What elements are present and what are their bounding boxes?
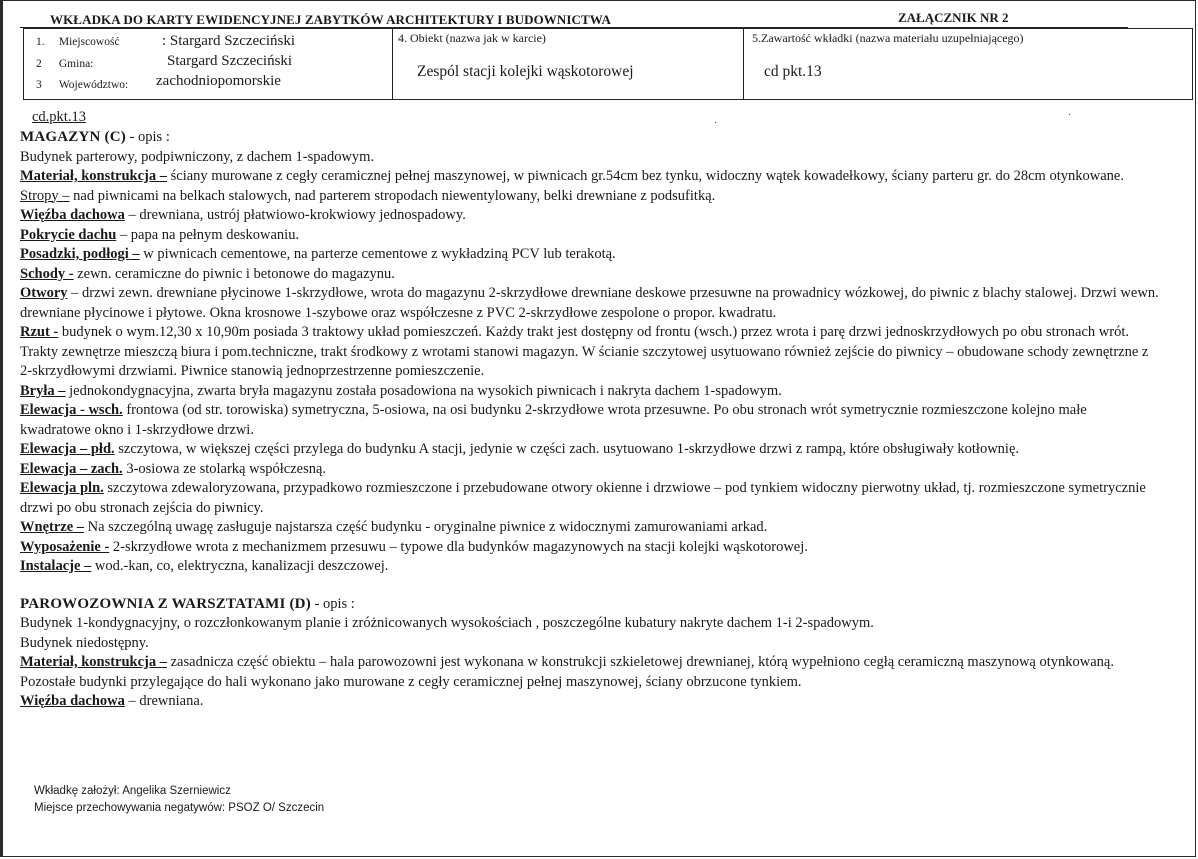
item-text: zewn. ceramiczne do piwnic i betonowe do magazynu. <box>73 265 395 282</box>
item-text: – drewniana. <box>124 693 204 709</box>
item-text: 2-skrzydłowe wrota z mechanizmem przesuwu – typowe dla budynków magazynowych na stacji kolejki wąskotorowej. <box>109 538 808 555</box>
item-label: Wnętrze – <box>20 519 85 535</box>
item-text: nad piwnicami na belkach stalowych, nad parterem stropodach niewentylowany, belki drewniane z podsufitką. <box>69 187 716 204</box>
parowozownia-heading <box>20 595 1160 615</box>
magazyn-item <box>20 187 1160 207</box>
magazyn-item <box>20 245 1160 265</box>
item-text: – drewniana, ustrój płatwiowo-krokwiowy jednospadowy. <box>124 207 466 223</box>
section-title: MAGAZYN (C) <box>20 129 126 145</box>
item-label: Elewacja - wsch. <box>20 402 123 418</box>
voivodeship-value: zachodniopomorskie <box>156 73 281 89</box>
item-text: Na szczególną uwagę zasługuje najstarsza część budynku - oryginalne piwnice z widocznymi zamurowaniami arkad. <box>84 519 768 535</box>
item-text: jednokondygnacyjna, zwarta bryła magazynu została posadowiona na wysokich piwnicach i nakryta dachem 1-spadowym. <box>65 382 782 399</box>
content-column <box>744 29 1194 99</box>
scan-speck: · <box>714 118 718 129</box>
object-value: Zespól stacji kolejki wąskotorowej <box>417 63 634 80</box>
magazyn-item <box>20 284 1160 323</box>
field-locality <box>36 36 120 48</box>
item-text: szczytowa zdewaloryzowana, przypadkowo rozmieszczone i przebudowane otwory okienne i drzwiowe – pod tynkiem widoczny pierwotny układ, tj. rozmieszczone symetrycznie drzwi po obu stronach zejścia do piwnicy. <box>20 480 1146 516</box>
author-line: Wkładkę założył: Angelika Szerniewicz <box>34 785 231 797</box>
info-table <box>23 28 1193 100</box>
item-label: Wyposażenie - <box>20 538 110 555</box>
magazyn-item <box>20 518 1160 538</box>
item-text: budynek o wym.12,30 x 10,90m posiada 3 traktowy układ pomieszczeń. Każdy trakt jest dostępny od frontu (wsch.) przez wrota i parę drzwi jednoskrzydłowych po obu stronach wrót. Trakty zewnętrze mieszczą biura i pom.techniczne, trakt środkowy z wrotami stanowi magazyn. W ścianie szczytowej usytuowano również zejście do piwnicy – obudowane schody zewnętrzne z 2-skrzydłowymi drzwiami. Piwnice stanowią jednoprzestrzenne pomieszczenie. <box>20 324 1149 379</box>
section-title-suffix: - opis : <box>310 595 355 612</box>
document-title: WKŁADKA DO KARTY EWIDENCYJNEJ ZABYTKÓW ARCHITEKTURY I BUDOWNICTWA <box>50 12 611 27</box>
magazyn-item <box>20 382 1160 402</box>
magazyn-item <box>20 226 1160 246</box>
magazyn-item <box>20 401 1160 440</box>
item-label: Instalacje – <box>20 558 92 574</box>
magazyn-item <box>20 265 1160 285</box>
field-label: Gmina: <box>58 58 94 70</box>
parowozownia-item <box>20 692 1160 712</box>
item-label: Elewacja – płd. <box>20 441 115 457</box>
item-label: Materiał, konstrukcja – <box>20 654 167 670</box>
magazyn-item <box>20 479 1160 518</box>
parowozownia-item <box>20 653 1160 692</box>
field-label: Województwo: <box>58 79 129 91</box>
item-label: Elewacja – zach. <box>20 460 123 477</box>
commune-value: Stargard Szczeciński <box>167 53 293 69</box>
item-text: ściany murowane z cegły ceramicznej pełnej maszynowej, w piwnicach gr.54cm bez tynku, widoczny wątek kowadełkowy, ściany parteru gr. do 28cm otynkowane. <box>167 168 1124 184</box>
item-label: Schody - <box>20 265 74 282</box>
parowozownia-note: Budynek niedostępny. <box>20 634 149 651</box>
magazyn-item <box>20 460 1160 480</box>
scan-speck: · <box>1068 110 1072 121</box>
magazyn-item <box>20 206 1160 226</box>
magazyn-item <box>20 323 1160 382</box>
field-number: 2 <box>36 58 42 70</box>
object-heading: 4. Obiekt (nazwa jak w karcie) <box>398 31 546 45</box>
content-value: cd pkt.13 <box>764 63 822 80</box>
magazyn-heading <box>20 128 1160 148</box>
item-text: 3-osiowa ze stolarką współczesną. <box>122 460 327 477</box>
magazyn-item <box>20 440 1160 460</box>
magazyn-item <box>20 538 1160 558</box>
negatives-line: Miejsce przechowywania negatywów: PSOZ O/ Szczecin <box>34 802 325 814</box>
item-label: Więźba dachowa <box>20 693 125 709</box>
continuation-reference: cd.pkt.13 <box>32 109 86 125</box>
content-heading: 5.Zawartość wkładki (nazwa materiału uzupełniającego) <box>752 31 1024 45</box>
item-label: Bryła – <box>20 382 66 399</box>
field-number: 3 <box>36 79 42 91</box>
magazyn-item <box>20 557 1160 577</box>
field-number: 1. <box>36 36 45 48</box>
field-voivodeship <box>36 79 128 91</box>
location-column <box>24 29 393 99</box>
item-text: szczytowa, w większej części przylega do budynku A stacji, jedynie w części zach. usytuowano 1-skrzydłowe drzwi z rampą, które obsługiwały kotłownię. <box>114 441 1020 457</box>
item-text: zasadnicza część obiektu – hala parowozowni jest wykonana w konstrukcji szkieletowej drewnianej, którą wypełniono cegłą ceramiczną maszynową otynkowaną. Pozostałe budynki przylegające do hali wykonano jako murowane z cegły ceramicznej pełnej maszynowej, ściany obrzucone tynkiem. <box>20 654 1114 690</box>
item-label: Otwory <box>20 285 68 301</box>
item-label: Materiał, konstrukcja – <box>20 168 167 184</box>
item-label: Więźba dachowa <box>20 207 125 223</box>
item-text: wod.-kan, co, elektryczna, kanalizacji deszczowej. <box>91 558 389 574</box>
item-label: Stropy – <box>20 187 70 204</box>
field-label: Miejscowość <box>58 36 120 48</box>
item-label: Rzut - <box>20 324 59 340</box>
parowozownia-intro: Budynek 1-kondygnacyjny, o rozczłonkowanym planie i zróżnicowanych wysokościach , poszczególne kubatury nakryte dachem 1-i 2-spadowym. <box>20 615 874 631</box>
annex-number: ZAŁĄCZNIK NR 2 <box>898 10 1009 25</box>
magazyn-intro: Budynek parterowy, podpiwniczony, z dachem 1-spadowym. <box>20 148 375 165</box>
main-content <box>20 128 1160 712</box>
item-label: Elewacja pln. <box>20 480 104 496</box>
item-text: frontowa (od str. torowiska) symetryczna, 5-osiowa, na osi budynku 2-skrzydłowe wrota przesuwne. Po obu stronach wrót symetrycznie rozmieszczone kolejno małe kwadratowe okno i 1-skrzydłowe drzwi. <box>20 402 1087 438</box>
locality-value: : Stargard Szczeciński <box>162 33 296 49</box>
section-gap <box>20 577 1160 595</box>
item-label: Pokrycie dachu <box>20 226 117 243</box>
footer <box>34 783 324 817</box>
item-text: – papa na pełnym deskowaniu. <box>116 226 300 243</box>
section-title: PAROWOZOWNIA Z WARSZTATAMI (D) <box>20 595 311 612</box>
item-text: – drzwi zewn. drewniane płycinowe 1-skrzydłowe, wrota do magazynu 2-skrzydłowe drewniane deskowe przesuwne na prowadnicy wózkowej, do piwnic z blachy stalowej. Drzwi wewn. drewniane płycinowe i płytowe. Okna krosnowe 1-szybowe oraz współczesne z PVC 2-skrzydłowe zespolone o propor. kwadratu. <box>20 285 1159 321</box>
item-text: w piwnicach cementowe, na parterze cementowe z wykładziną PCV lub terakotą. <box>139 246 616 262</box>
object-column <box>393 29 744 99</box>
section-title-suffix: - opis : <box>125 129 170 145</box>
field-commune <box>36 58 93 70</box>
item-label: Posadzki, podłogi – <box>20 246 140 262</box>
magazyn-item <box>20 167 1160 187</box>
